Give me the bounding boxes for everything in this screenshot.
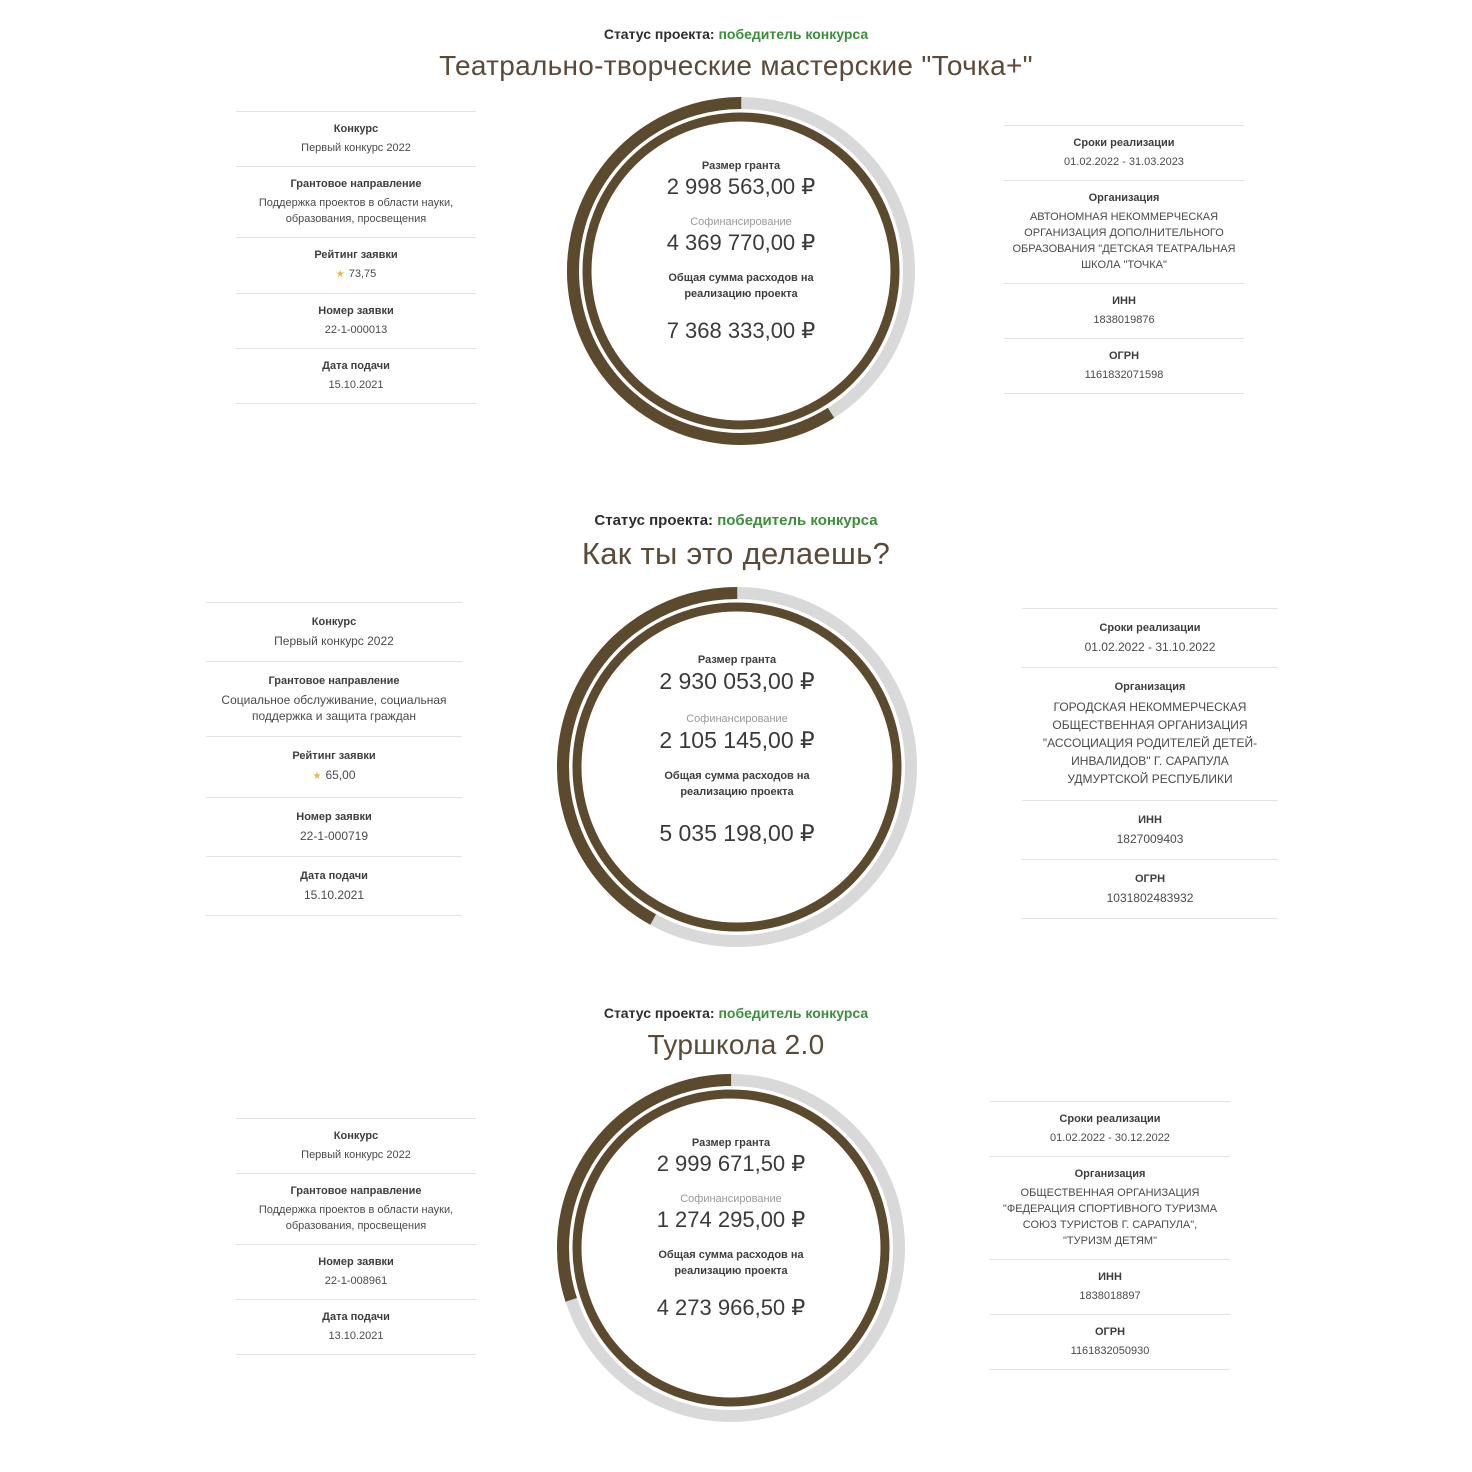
right-info-column bbox=[990, 1101, 1230, 1370]
org-value: ГОРОДСКАЯ НЕКОММЕРЧЕСКАЯ ОБЩЕСТВЕННАЯ ОРГАНИЗАЦИЯ "АССОЦИАЦИЯ РОДИТЕЛЕЙ ДЕТЕЙ-ИНВАЛИДОВ" Г. САРАПУЛА УДМУРТСКОЙ РЕСПУБЛИКИ bbox=[1042, 700, 1258, 786]
grant-label: Размер гранта bbox=[697, 654, 777, 666]
status-value: победитель конкурса bbox=[718, 26, 869, 42]
org-cell bbox=[1022, 667, 1278, 800]
budget-ring bbox=[566, 96, 916, 446]
status-label: Статус проекта: bbox=[594, 512, 714, 529]
inn-value: 1827009403 bbox=[1116, 832, 1184, 846]
date-cell bbox=[236, 1299, 476, 1355]
contest-value: Первый конкурс 2022 bbox=[301, 142, 411, 154]
cofin-value: 1 274 295,00 ₽ bbox=[656, 1207, 806, 1232]
grant-label: Размер гранта bbox=[701, 160, 781, 172]
inn-cell bbox=[1022, 800, 1278, 859]
period-label: Сроки реализации bbox=[1073, 137, 1175, 149]
contest-label: Конкурс bbox=[311, 616, 357, 628]
project-title: Театрально-творческие мастерские "Точка+" bbox=[439, 50, 1033, 81]
project-title: Туршкола 2.0 bbox=[647, 1029, 825, 1060]
date-cell bbox=[206, 856, 462, 916]
left-info-column bbox=[236, 111, 476, 404]
status-value: победитель конкурса bbox=[718, 1005, 869, 1021]
inn-label: ИНН bbox=[1098, 1271, 1122, 1283]
cofin-value: 4 369 770,00 ₽ bbox=[666, 230, 816, 255]
number-value: 22-1-000013 bbox=[324, 324, 388, 336]
grant-label: Размер гранта bbox=[691, 1137, 771, 1149]
rating-value: 65,00 bbox=[325, 768, 356, 782]
ring-content bbox=[556, 654, 918, 847]
project-status bbox=[0, 1005, 1472, 1021]
org-value: ОБЩЕСТВЕННАЯ ОРГАНИЗАЦИЯ "ФЕДЕРАЦИЯ СПОРТИВНОГО ТУРИЗМА СОЮЗ ТУРИСТОВ Г. САРАПУЛА", "ТУРИЗМ ДЕТЯМ" bbox=[1002, 1187, 1218, 1247]
star-icon: ★ bbox=[335, 269, 345, 280]
project-status bbox=[0, 512, 1472, 529]
date-label: Дата подачи bbox=[322, 1311, 390, 1323]
direction-label: Грантовое направление bbox=[268, 675, 400, 687]
ogrn-cell bbox=[1022, 859, 1278, 919]
ogrn-value: 1161832050930 bbox=[1070, 1345, 1150, 1357]
period-label: Сроки реализации bbox=[1099, 622, 1201, 634]
ogrn-label: ОГРН bbox=[1108, 350, 1140, 362]
total-value: 4 273 966,50 ₽ bbox=[656, 1295, 806, 1320]
date-value: 15.10.2021 bbox=[328, 379, 384, 391]
cofin-label: Софинансирование bbox=[690, 216, 792, 228]
contest-cell bbox=[206, 602, 462, 661]
inn-label: ИНН bbox=[1112, 295, 1136, 307]
cofin-label: Софинансирование bbox=[686, 713, 788, 725]
number-value: 22-1-000719 bbox=[299, 829, 369, 843]
total-value: 7 368 333,00 ₽ bbox=[666, 318, 816, 343]
project-title: Как ты это делаешь? bbox=[581, 536, 891, 571]
cofin-value: 2 105 145,00 ₽ bbox=[659, 727, 815, 753]
left-info-column bbox=[206, 602, 462, 916]
org-value: АВТОНОМНАЯ НЕКОММЕРЧЕСКАЯ ОРГАНИЗАЦИЯ ДОПОЛНИТЕЛЬНОГО ОБРАЗОВАНИЯ "ДЕТСКАЯ ТЕАТРАЛЬНАЯ ШКОЛА "ТОЧКА" bbox=[1012, 211, 1236, 271]
left-info-column bbox=[236, 1118, 476, 1355]
right-info-column bbox=[1004, 125, 1244, 394]
number-value: 22-1-008961 bbox=[324, 1275, 388, 1287]
right-info-column bbox=[1022, 608, 1278, 919]
ring-content bbox=[556, 1137, 906, 1321]
date-value: 13.10.2021 bbox=[328, 1330, 384, 1342]
period-value: 01.02.2022 - 31.10.2022 bbox=[1084, 640, 1216, 654]
number-label: Номер заявки bbox=[318, 305, 394, 317]
direction-cell bbox=[236, 166, 476, 237]
direction-cell bbox=[236, 1173, 476, 1244]
budget-ring bbox=[556, 1073, 906, 1423]
ogrn-cell bbox=[990, 1314, 1230, 1370]
grant-value: 2 998 563,00 ₽ bbox=[666, 174, 816, 199]
contest-cell bbox=[236, 111, 476, 166]
number-cell bbox=[236, 1244, 476, 1299]
ring-content bbox=[566, 160, 916, 344]
direction-value: Поддержка проектов в области науки, образования, просвещения bbox=[258, 1204, 454, 1232]
org-label: Организация bbox=[1088, 192, 1160, 204]
contest-label: Конкурс bbox=[333, 123, 379, 135]
ogrn-label: ОГРН bbox=[1134, 873, 1166, 885]
status-label: Статус проекта: bbox=[603, 26, 715, 42]
direction-value: Социальное обслуживание, социальная поддержка и защита граждан bbox=[221, 693, 447, 723]
rating-label: Рейтинг заявки bbox=[292, 750, 376, 762]
direction-label: Грантовое направление bbox=[290, 1185, 422, 1197]
rating-cell bbox=[206, 736, 462, 797]
period-cell bbox=[1004, 125, 1244, 180]
inn-label: ИНН bbox=[1138, 814, 1162, 826]
contest-label: Конкурс bbox=[333, 1130, 379, 1142]
rating-label: Рейтинг заявки bbox=[314, 249, 398, 261]
direction-label: Грантовое направление bbox=[290, 178, 422, 190]
total-value: 5 035 198,00 ₽ bbox=[659, 820, 815, 846]
date-cell bbox=[236, 348, 476, 404]
period-cell bbox=[1022, 608, 1278, 667]
number-cell bbox=[236, 293, 476, 348]
inn-value: 1838019876 bbox=[1093, 314, 1155, 326]
date-label: Дата подачи bbox=[322, 360, 390, 372]
inn-value: 1838018897 bbox=[1079, 1290, 1141, 1302]
period-label: Сроки реализации bbox=[1059, 1113, 1161, 1125]
ogrn-value: 1161832071598 bbox=[1084, 369, 1164, 381]
total-label: Общая сумма расходов на реализацию проекта bbox=[668, 272, 814, 300]
contest-value: Первый конкурс 2022 bbox=[274, 634, 394, 648]
org-cell bbox=[990, 1156, 1230, 1259]
number-label: Номер заявки bbox=[296, 811, 372, 823]
contest-cell bbox=[236, 1118, 476, 1173]
direction-cell bbox=[206, 661, 462, 736]
status-label: Статус проекта: bbox=[603, 1005, 715, 1021]
grant-value: 2 930 053,00 ₽ bbox=[659, 668, 815, 694]
rating-cell bbox=[236, 237, 476, 293]
total-label: Общая сумма расходов на реализацию проекта bbox=[664, 770, 810, 798]
cofin-label: Софинансирование bbox=[680, 1193, 782, 1205]
number-label: Номер заявки bbox=[318, 1256, 394, 1268]
period-value: 01.02.2022 - 30.12.2022 bbox=[1050, 1132, 1170, 1144]
org-label: Организация bbox=[1114, 681, 1186, 693]
number-cell bbox=[206, 797, 462, 856]
org-label: Организация bbox=[1074, 1168, 1146, 1180]
org-cell bbox=[1004, 180, 1244, 283]
contest-value: Первый конкурс 2022 bbox=[301, 1149, 411, 1161]
period-value: 01.02.2022 - 31.03.2023 bbox=[1064, 156, 1184, 168]
date-value: 15.10.2021 bbox=[303, 888, 365, 902]
date-label: Дата подачи bbox=[300, 870, 368, 882]
inn-cell bbox=[990, 1259, 1230, 1314]
ogrn-label: ОГРН bbox=[1094, 1326, 1126, 1338]
direction-value: Поддержка проектов в области науки, образования, просвещения bbox=[258, 197, 454, 225]
total-label: Общая сумма расходов на реализацию проекта bbox=[658, 1249, 804, 1277]
grant-value: 2 999 671,50 ₽ bbox=[656, 1151, 806, 1176]
inn-cell bbox=[1004, 283, 1244, 338]
star-icon: ★ bbox=[312, 771, 322, 782]
project-status bbox=[0, 26, 1472, 42]
ogrn-cell bbox=[1004, 338, 1244, 394]
ogrn-value: 1031802483932 bbox=[1106, 891, 1194, 905]
period-cell bbox=[990, 1101, 1230, 1156]
rating-value: 73,75 bbox=[348, 268, 377, 280]
status-value: победитель конкурса bbox=[717, 512, 878, 529]
budget-ring bbox=[556, 586, 918, 948]
